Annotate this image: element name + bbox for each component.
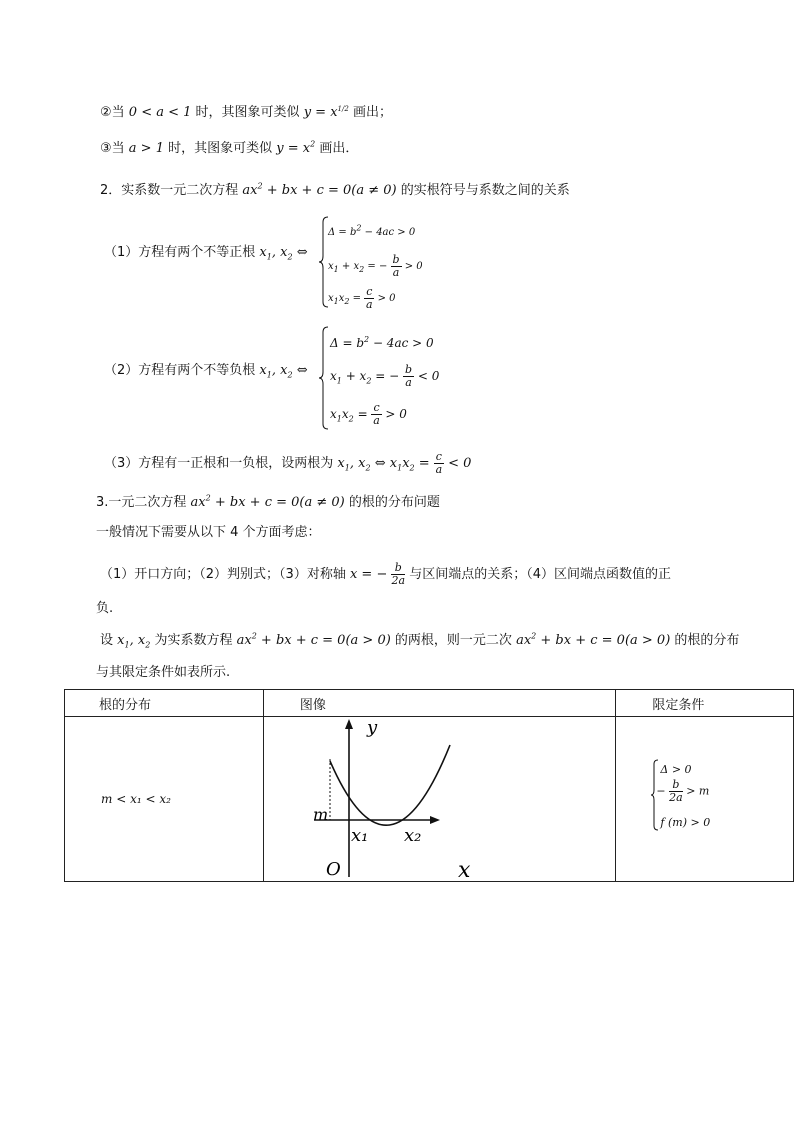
header-graph: 图像 (263, 690, 616, 717)
math-roots: $x_1$, $x_2$ (259, 363, 293, 380)
cell-conditions (616, 717, 794, 882)
origin-label: O (325, 859, 341, 880)
m-label: m (312, 805, 329, 824)
cond-fm: f (m) > 0 (660, 816, 711, 829)
text: ③当 (100, 141, 125, 156)
cond-sum: $x_1 + x_2$ = − $\frac{b}{a}$ < 0 (330, 363, 440, 389)
text: （1）方程有两个不等正根 (104, 245, 256, 260)
header-distribution: 根的分布 (65, 690, 264, 717)
text: 的实根符号与系数之间的关系 (400, 183, 570, 198)
math-roots: $x_1$, $x_2$ (117, 633, 151, 650)
cond-product: $x_1x_2$ = $\frac{c}{a}$ > 0 (330, 401, 407, 427)
cond-axis: − $\frac{b}{2a}$ > m (656, 778, 710, 804)
x2-label: x₂ (403, 825, 422, 846)
y-axis-label: y (366, 717, 378, 738)
cond-delta: Δ > 0 (660, 763, 692, 776)
math-quadratic: $ax^2$ + bx + c = 0(a ≠ 0) (190, 493, 345, 510)
text: （1）开口方向；（2）判别式；（3）对称轴 (100, 567, 346, 582)
text: 设 (100, 633, 114, 648)
case-2-label (104, 362, 308, 380)
power-case-3 (100, 140, 358, 158)
math-quadratic-pos: $ax^2$ + bx + c = 0(a > 0) (236, 631, 391, 648)
aspects-line-end (96, 600, 113, 618)
text: 与其限定条件如表所示. (96, 665, 231, 680)
iff-symbol: ⇔ (296, 245, 308, 260)
text: 的根的分布问题 (348, 495, 440, 510)
table-row (65, 717, 794, 882)
math-quadratic-pos: $ax^2$ + bx + c = 0(a > 0) (516, 631, 671, 648)
text: 时，其图象可类似 (168, 141, 273, 156)
math-product-negative: $x_1x_2$ = $\frac{c}{a}$ < 0 (389, 450, 472, 476)
text: 的根的分布 (674, 633, 740, 648)
parabola-graph (264, 717, 582, 881)
math-roots: $x_1$, $x_2$ (259, 245, 293, 262)
setup-line-end (96, 664, 230, 682)
cond-axis-rhs: > m (686, 784, 710, 798)
cond-discriminant: $\Delta = b^2 - 4ac > 0$ (328, 223, 416, 238)
iff-symbol: ⇔ (296, 363, 308, 378)
math-quadratic: $ax^2$ + bx + c = 0(a ≠ 0) (242, 181, 397, 198)
iff-symbol: ⇔ (374, 456, 386, 471)
text: ②当 (100, 105, 125, 120)
x-axis-label: x (457, 858, 471, 881)
root-distribution-table (64, 689, 794, 882)
math-cond: 0 < a < 1 (128, 105, 192, 120)
text: 与区间端点的关系；（4）区间端点函数值的正 (409, 567, 671, 582)
text: （3）方程有一正根和一负根，设两根为 (104, 456, 334, 471)
text: （2）方程有两个不等负根 (104, 363, 256, 378)
text: 画出； (352, 105, 392, 120)
text: 的两根，则一元二次 (394, 633, 512, 648)
math-roots: $x_1$, $x_2$ (337, 456, 371, 473)
x1-label: x₁ (350, 825, 369, 846)
math-y-x2: $y = x^2$ (276, 139, 316, 156)
table-header-row (65, 690, 794, 717)
brace-2 (318, 326, 330, 430)
cond-discriminant: $\Delta = b^2 - 4ac > 0$ (330, 335, 434, 350)
text: 画出． (319, 141, 359, 156)
case-3-label (104, 451, 471, 476)
distribution-formula: m < x₁ < x₂ (101, 791, 171, 806)
power-case-2 (100, 104, 392, 122)
math-y-root-x: $y = x^{1/2}$ (303, 104, 349, 120)
setup-line (100, 632, 739, 650)
math-cond: a > 1 (128, 141, 164, 156)
section-2-heading (100, 182, 570, 200)
cond-product: $x_1x_2$ = $\frac{c}{a}$ > 0 (328, 285, 396, 311)
cell-distribution (65, 717, 264, 882)
cell-graph (263, 717, 616, 882)
cond-sum: $x_1 + x_2$ = − $\frac{b}{a}$ > 0 (328, 253, 423, 279)
case-1-label (104, 244, 308, 262)
text: 一般情况下需要从以下 4 个方面考虑： (96, 525, 321, 540)
general-note (96, 524, 321, 542)
text: 2．实系数一元二次方程 (100, 183, 239, 198)
text: 3.一元二次方程 (96, 495, 187, 510)
text: 为实系数方程 (154, 633, 233, 648)
aspects-line (100, 562, 671, 587)
header-conditions: 限定条件 (616, 690, 794, 717)
text: 时，其图象可类似 (195, 105, 300, 120)
text: 负. (96, 601, 114, 616)
section-3-heading (96, 494, 440, 512)
math-axis: x = − $\frac{b}{2a}$ (349, 561, 406, 587)
